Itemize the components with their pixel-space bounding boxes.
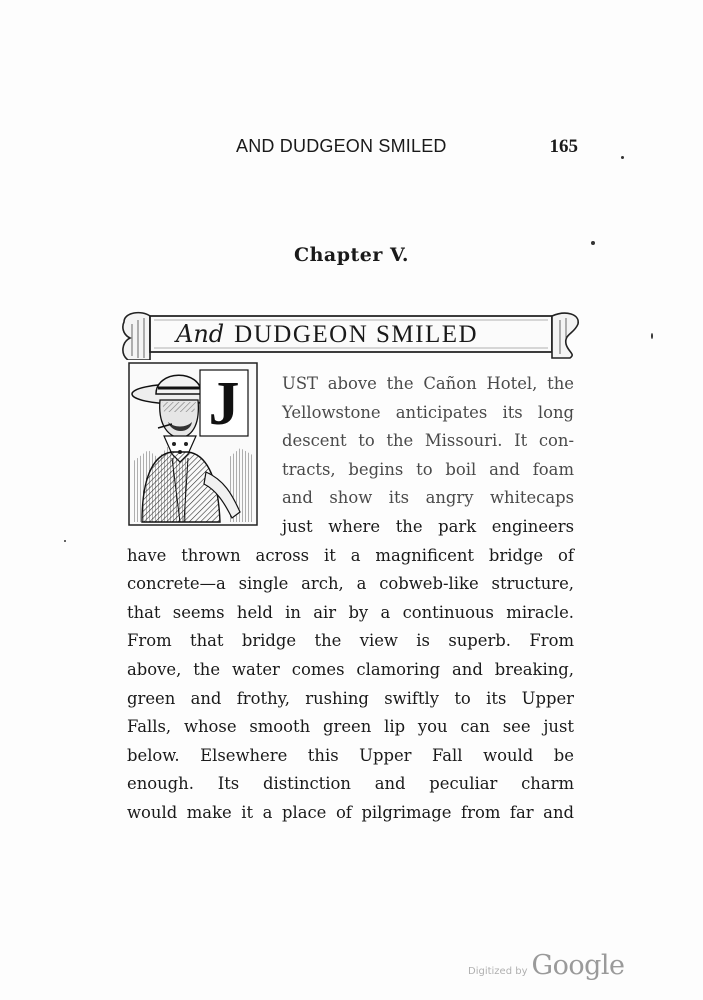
body-line: above, the water comes clamoring and breaking, [127,659,574,679]
body-line: tracts, begins to boil and foam [282,459,574,479]
body-text [127,370,574,828]
chapter-heading: Chapter V. [293,244,410,266]
watermark-label: Digitized by [468,966,528,977]
drop-cap-letter: J [208,370,240,438]
body-line: green and frothy, rushing swiftly to its Upper [127,688,574,708]
scan-speck [651,333,653,339]
digitized-watermark [468,950,624,981]
chapter-title-banner [120,308,582,360]
running-head [236,136,578,160]
body-line: Falls, whose smooth green lip you can see just [127,717,574,737]
body-line: have thrown across it a magnificent bridge of [127,545,574,565]
body-line: From that bridge the view is superb. From [127,631,574,651]
body-line: would make it a place of pilgrimage from far and [127,802,574,822]
body-line: Yellowstone anticipates its long [282,402,574,422]
running-title: AND DUDGEON SMILED [236,136,447,156]
body-line: enough. Its distinction and peculiar charm [127,774,574,794]
banner-text [176,320,478,349]
banner-script-word: And [176,320,225,348]
scan-speck [621,156,624,159]
body-line: descent to the Missouri. It con- [282,431,574,451]
banner-title: DUDGEON SMILED [234,321,479,348]
watermark-brand: Google [531,950,625,981]
body-line: concrete—a single arch, a cobweb-like structure, [127,574,574,594]
page-number: 165 [549,136,578,157]
body-line: that seems held in air by a continuous miracle. [127,602,574,622]
body-line: UST above the Cañon Hotel, the [282,374,574,393]
scan-speck [64,540,66,542]
body-line: and show its angry whitecaps [282,488,574,508]
body-line: just where the park engineers [282,516,574,536]
body-line: below. Elsewhere this Upper Fall would be [127,745,574,765]
